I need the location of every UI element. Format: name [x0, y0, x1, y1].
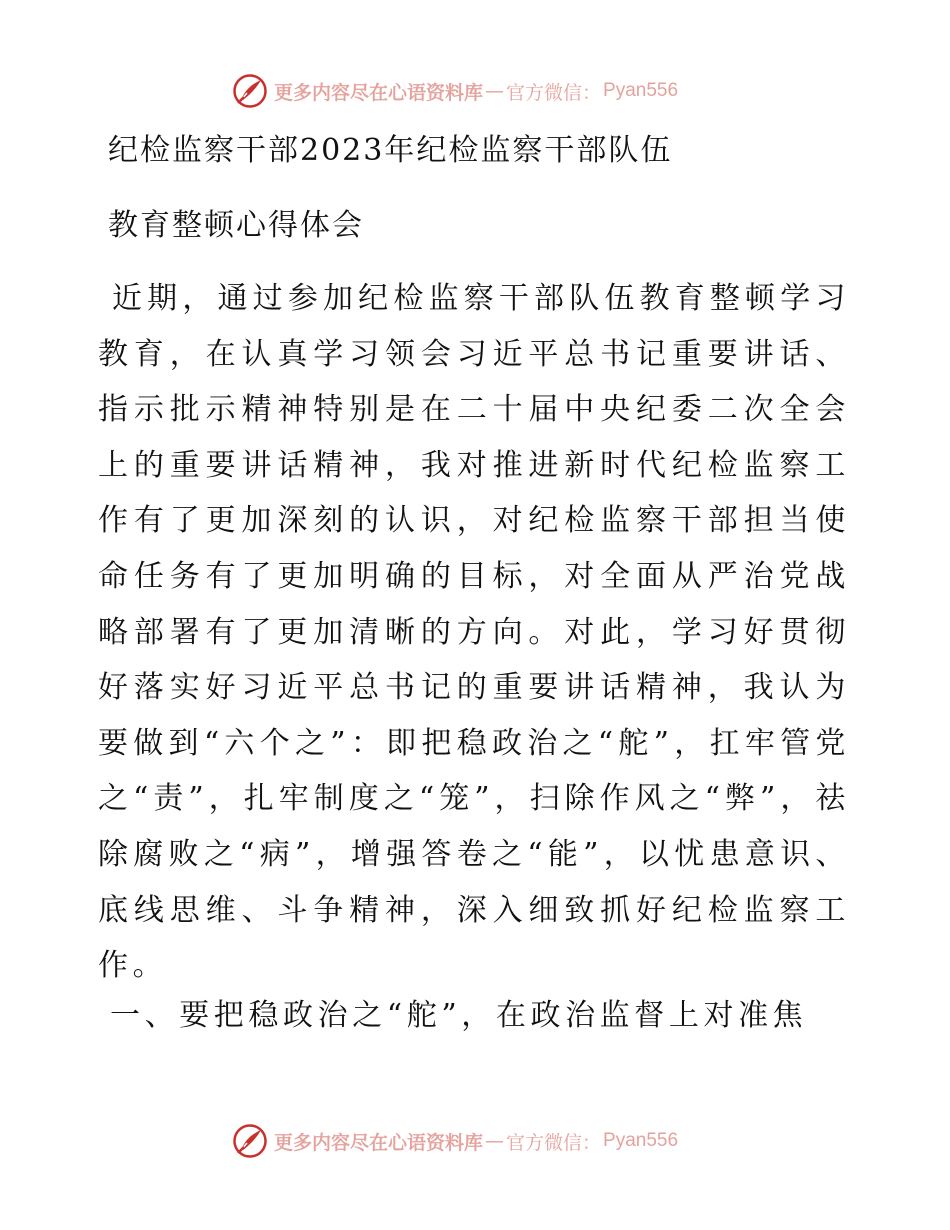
quill-pen-icon [232, 1123, 268, 1159]
quill-pen-icon [232, 73, 268, 109]
watermark-site-text: 更多内容尽在心语资料库 [274, 1131, 484, 1154]
section-heading: 一、要把稳政治之“舵”，在政治监督上对准焦 [110, 998, 808, 1033]
watermark-header [232, 71, 678, 111]
watermark-wechat-id: Pyan556 [603, 80, 679, 101]
watermark-official-label: 官方微信： [506, 1131, 602, 1154]
watermark-wechat-id: Pyan556 [603, 1130, 679, 1151]
body-paragraph [98, 271, 850, 994]
document-title-line-2: 教育整顿心得体会 [108, 208, 364, 243]
document-title-line-1: 纪检监察干部2023年纪检监察干部队伍 [108, 133, 673, 168]
watermark-dash: — [485, 80, 505, 102]
watermark-site-text: 更多内容尽在心语资料库 [274, 81, 484, 104]
watermark-dash: — [485, 1130, 505, 1152]
watermark-official-label: 官方微信： [506, 81, 602, 104]
watermark-footer [232, 1121, 678, 1161]
paragraph-text: 近期，通过参加纪检监察干部队伍教育整顿学习教育，在认真学习领会习近平总书记重要讲话、指示批示精神特别是在二十届中央纪委二次全会上的重要讲话精神，我对推进新时代纪检监察工作有了更加深刻的认识，对纪检监察干部担当使命任务有了更加明确的目标，对全面从严治党战略部署有了更加清晰的方向。对此，学习好贯彻好落实好习近平总书记的重要讲话精神，我认为要做到“六个之”：即把稳政治之“舵”，扛牢管党之“责”，扎牢制度之“笼”，扫除作风之“弊”，祛除腐败之“病”，增强答卷之“能”，以忧患意识、底线思维、斗争精神，深入细致抓好纪检监察工作。 [98, 281, 850, 984]
